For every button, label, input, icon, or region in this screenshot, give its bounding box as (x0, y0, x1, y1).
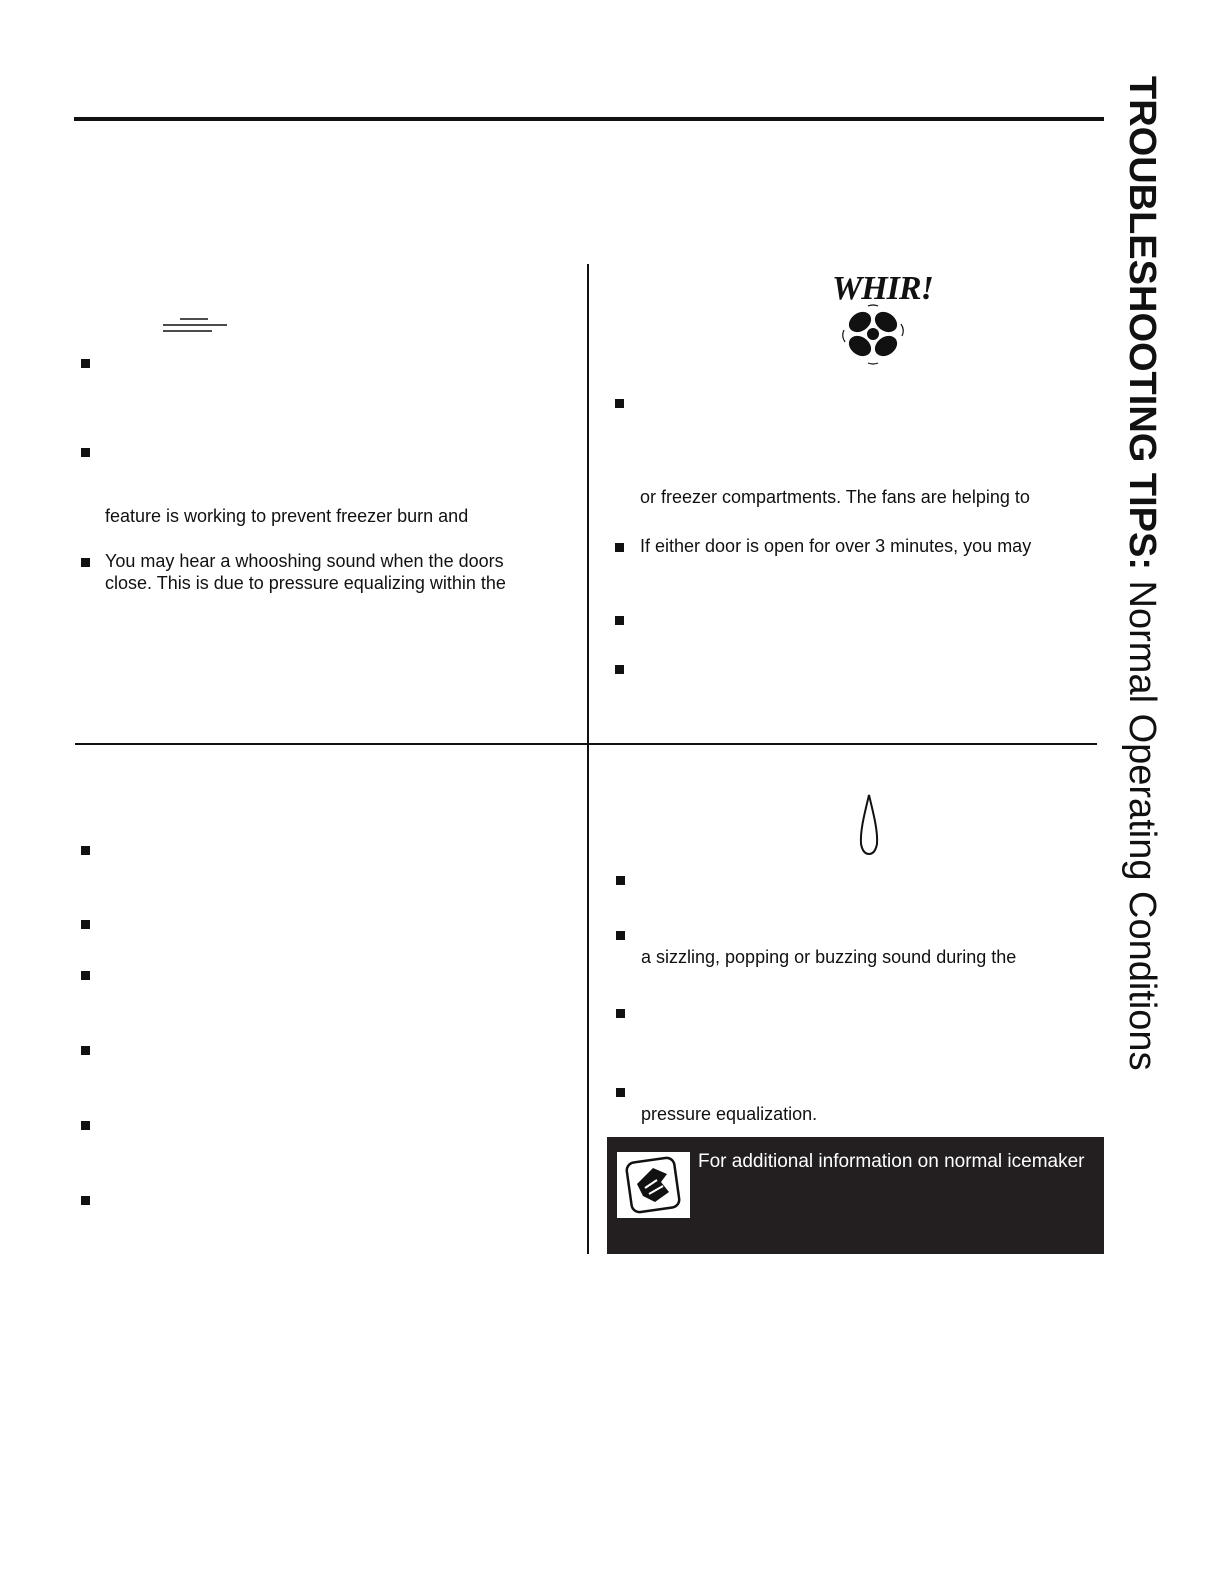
bullet (616, 1009, 625, 1018)
note-text: For additional information on normal icemaker (698, 1151, 1085, 1172)
left-top-line-2: You may hear a whooshing sound when the doors (105, 551, 504, 571)
bullet (616, 1088, 625, 1097)
right-bottom-line-2: pressure equalization. (641, 1104, 818, 1124)
bullet (81, 359, 90, 368)
right-top-line-2: If either door is open for over 3 minutes, you may (640, 536, 1032, 556)
hand-note-icon (617, 1152, 690, 1218)
bullet (616, 876, 625, 885)
whir-label: WHIR! (832, 270, 933, 307)
top-rule (74, 117, 1104, 121)
bullet (81, 448, 90, 457)
bullet (81, 1196, 90, 1205)
side-title-bold: TROUBLESHOOTING TIPS: (1121, 76, 1163, 570)
fan-icon (838, 302, 908, 366)
water-drop-icon (856, 792, 882, 858)
column-divider (587, 264, 589, 1254)
side-title (1122, 76, 1162, 1071)
hand-note-icon-graphic (617, 1152, 690, 1218)
right-top-line-1: or freezer compartments. The fans are helping to (640, 487, 1030, 507)
bullet (616, 931, 625, 940)
bullet (615, 399, 624, 408)
bullet (81, 1046, 90, 1055)
left-top-line-1: feature is working to prevent freezer burn and (105, 506, 469, 526)
bullet (615, 543, 624, 552)
side-title-regular: Normal Operating Conditions (1121, 570, 1163, 1071)
bullet (81, 558, 90, 567)
sound-lines-icon (160, 316, 230, 334)
bullet (615, 665, 624, 674)
row-divider-left (75, 743, 587, 745)
bullet (615, 616, 624, 625)
bullet (81, 971, 90, 980)
right-bottom-line-1: a sizzling, popping or buzzing sound during the (641, 947, 1017, 967)
bullet (81, 920, 90, 929)
bullet (81, 1121, 90, 1130)
row-divider-right (589, 743, 1097, 745)
left-top-line-3: close. This is due to pressure equalizing within the (105, 573, 506, 593)
bullet (81, 846, 90, 855)
